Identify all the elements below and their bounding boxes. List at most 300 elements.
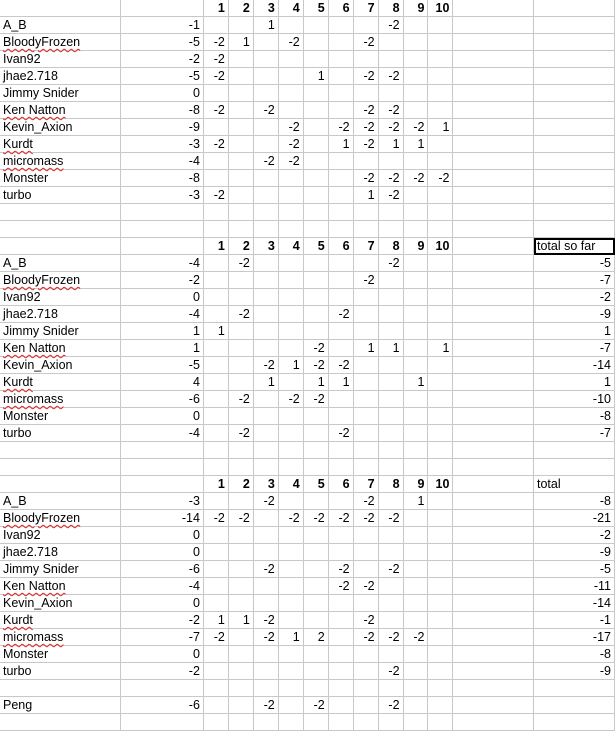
empty-cell[interactable] <box>453 221 534 238</box>
round-1-cell[interactable] <box>203 561 228 578</box>
empty-cell[interactable] <box>253 680 278 697</box>
round-6-cell[interactable] <box>328 493 353 510</box>
round-6-cell[interactable] <box>328 544 353 561</box>
round-1-cell[interactable] <box>203 578 228 595</box>
round-1-cell[interactable] <box>203 306 228 323</box>
round-score[interactable]: 0 <box>121 408 204 425</box>
round-3-cell[interactable] <box>253 85 278 102</box>
round-10-cell[interactable] <box>428 357 453 374</box>
round-4-cell[interactable] <box>278 289 303 306</box>
round-4-cell[interactable] <box>278 527 303 544</box>
round-score[interactable]: -1 <box>121 17 204 34</box>
round-6-cell[interactable] <box>328 629 353 646</box>
round-2-cell[interactable] <box>228 272 253 289</box>
round-5-cell[interactable]: 1 <box>303 68 328 85</box>
player-name[interactable]: turbo <box>0 663 121 680</box>
running-total[interactable] <box>534 34 615 51</box>
round-8-cell[interactable]: -2 <box>378 17 403 34</box>
round-header-6[interactable]: 6 <box>328 476 353 493</box>
round-9-cell[interactable] <box>403 255 428 272</box>
round-2-cell[interactable] <box>228 578 253 595</box>
round-3-cell[interactable] <box>253 289 278 306</box>
round-3-cell[interactable] <box>253 595 278 612</box>
empty-cell[interactable] <box>228 459 253 476</box>
round-4-cell[interactable] <box>278 612 303 629</box>
empty-cell[interactable] <box>453 340 534 357</box>
round-4-cell[interactable] <box>278 68 303 85</box>
empty-cell[interactable] <box>121 714 204 731</box>
round-3-cell[interactable] <box>253 34 278 51</box>
running-total[interactable] <box>534 68 615 85</box>
round-header-3[interactable]: 3 <box>253 0 278 17</box>
empty-cell[interactable] <box>453 646 534 663</box>
empty-cell[interactable] <box>0 459 121 476</box>
round-6-cell[interactable] <box>328 646 353 663</box>
running-total[interactable] <box>534 51 615 68</box>
round-header-7[interactable]: 7 <box>353 238 378 255</box>
empty-cell[interactable] <box>378 204 403 221</box>
round-3-cell[interactable] <box>253 119 278 136</box>
round-9-cell[interactable] <box>403 663 428 680</box>
round-7-cell[interactable] <box>353 306 378 323</box>
round-score[interactable]: -4 <box>121 578 204 595</box>
running-total[interactable]: -9 <box>534 663 615 680</box>
player-name[interactable]: Monster <box>0 408 121 425</box>
empty-cell[interactable] <box>453 68 534 85</box>
round-7-cell[interactable] <box>353 408 378 425</box>
round-header-2[interactable]: 2 <box>228 238 253 255</box>
round-1-cell[interactable] <box>203 391 228 408</box>
round-4-cell[interactable] <box>278 646 303 663</box>
round-8-cell[interactable] <box>378 595 403 612</box>
player-name[interactable]: Jimmy Snider <box>0 561 121 578</box>
running-total[interactable] <box>534 187 615 204</box>
round-10-cell[interactable] <box>428 391 453 408</box>
round-8-cell[interactable]: -2 <box>378 102 403 119</box>
round-10-cell[interactable] <box>428 663 453 680</box>
empty-cell[interactable] <box>453 442 534 459</box>
empty-cell[interactable] <box>453 578 534 595</box>
round-5-cell[interactable] <box>303 119 328 136</box>
round-score[interactable]: 4 <box>121 374 204 391</box>
round-1-cell[interactable] <box>203 527 228 544</box>
round-1-cell[interactable] <box>203 272 228 289</box>
round-5-cell[interactable] <box>303 561 328 578</box>
round-1-cell[interactable] <box>203 357 228 374</box>
round-4-cell[interactable] <box>278 85 303 102</box>
round-3-cell[interactable] <box>253 170 278 187</box>
empty-cell[interactable] <box>0 238 121 255</box>
round-10-cell[interactable] <box>428 561 453 578</box>
round-2-cell[interactable]: -2 <box>228 306 253 323</box>
round-header-9[interactable]: 9 <box>403 238 428 255</box>
empty-cell[interactable] <box>453 136 534 153</box>
round-4-cell[interactable] <box>278 663 303 680</box>
round-header-8[interactable]: 8 <box>378 476 403 493</box>
round-1-cell[interactable] <box>203 119 228 136</box>
round-3-cell[interactable]: -2 <box>253 697 278 714</box>
round-10-cell[interactable] <box>428 85 453 102</box>
round-score[interactable]: -2 <box>121 612 204 629</box>
round-header-10[interactable]: 10 <box>428 0 453 17</box>
round-score[interactable]: -2 <box>121 51 204 68</box>
round-8-cell[interactable]: -2 <box>378 629 403 646</box>
round-header-9[interactable]: 9 <box>403 0 428 17</box>
round-2-cell[interactable] <box>228 663 253 680</box>
round-10-cell[interactable] <box>428 646 453 663</box>
round-1-cell[interactable] <box>203 255 228 272</box>
empty-cell[interactable] <box>203 204 228 221</box>
round-8-cell[interactable]: 1 <box>378 340 403 357</box>
round-header-5[interactable]: 5 <box>303 0 328 17</box>
player-name[interactable] <box>0 153 121 170</box>
player-name[interactable]: Peng <box>0 697 121 714</box>
round-6-cell[interactable] <box>328 391 353 408</box>
round-score[interactable]: -2 <box>121 663 204 680</box>
round-5-cell[interactable] <box>303 136 328 153</box>
empty-cell[interactable] <box>253 714 278 731</box>
empty-cell[interactable] <box>303 221 328 238</box>
running-total[interactable]: -10 <box>534 391 615 408</box>
running-total[interactable]: -7 <box>534 425 615 442</box>
empty-cell[interactable] <box>203 680 228 697</box>
empty-cell[interactable] <box>203 442 228 459</box>
empty-cell[interactable] <box>453 323 534 340</box>
round-2-cell[interactable] <box>228 357 253 374</box>
player-name[interactable]: Kevin_Axion <box>0 119 121 136</box>
round-8-cell[interactable] <box>378 612 403 629</box>
round-3-cell[interactable] <box>253 391 278 408</box>
round-9-cell[interactable] <box>403 595 428 612</box>
round-score[interactable]: 0 <box>121 646 204 663</box>
total-header[interactable]: total so far <box>534 238 615 255</box>
round-score[interactable]: 0 <box>121 85 204 102</box>
round-6-cell[interactable]: -2 <box>328 306 353 323</box>
round-10-cell[interactable] <box>428 493 453 510</box>
round-2-cell[interactable] <box>228 595 253 612</box>
empty-cell[interactable] <box>453 306 534 323</box>
round-10-cell[interactable] <box>428 289 453 306</box>
player-name[interactable]: Ivan92 <box>0 527 121 544</box>
round-score[interactable]: -2 <box>121 272 204 289</box>
round-1-cell[interactable] <box>203 289 228 306</box>
round-6-cell[interactable] <box>328 51 353 68</box>
round-3-cell[interactable] <box>253 425 278 442</box>
round-7-cell[interactable]: -2 <box>353 578 378 595</box>
round-3-cell[interactable]: 1 <box>253 17 278 34</box>
round-10-cell[interactable] <box>428 51 453 68</box>
round-2-cell[interactable] <box>228 51 253 68</box>
round-9-cell[interactable] <box>403 323 428 340</box>
round-9-cell[interactable] <box>403 408 428 425</box>
round-score[interactable]: -6 <box>121 697 204 714</box>
round-8-cell[interactable] <box>378 272 403 289</box>
round-8-cell[interactable]: -2 <box>378 561 403 578</box>
empty-cell[interactable] <box>0 442 121 459</box>
round-9-cell[interactable] <box>403 17 428 34</box>
round-9-cell[interactable] <box>403 561 428 578</box>
empty-cell[interactable] <box>278 204 303 221</box>
round-score[interactable]: -5 <box>121 357 204 374</box>
round-8-cell[interactable]: -2 <box>378 170 403 187</box>
round-8-cell[interactable]: -2 <box>378 255 403 272</box>
round-9-cell[interactable] <box>403 357 428 374</box>
empty-cell[interactable] <box>453 187 534 204</box>
round-7-cell[interactable] <box>353 544 378 561</box>
round-7-cell[interactable] <box>353 85 378 102</box>
empty-cell[interactable] <box>453 561 534 578</box>
empty-cell[interactable] <box>121 0 204 17</box>
round-1-cell[interactable]: -2 <box>203 187 228 204</box>
round-7-cell[interactable]: -2 <box>353 629 378 646</box>
round-7-cell[interactable] <box>353 323 378 340</box>
player-name[interactable] <box>0 340 121 357</box>
round-7-cell[interactable]: -2 <box>353 493 378 510</box>
round-1-cell[interactable]: -2 <box>203 102 228 119</box>
round-1-cell[interactable]: -2 <box>203 629 228 646</box>
round-7-cell[interactable]: 1 <box>353 340 378 357</box>
round-4-cell[interactable] <box>278 323 303 340</box>
round-2-cell[interactable] <box>228 493 253 510</box>
empty-cell[interactable] <box>121 459 204 476</box>
round-1-cell[interactable] <box>203 85 228 102</box>
round-7-cell[interactable] <box>353 17 378 34</box>
round-4-cell[interactable] <box>278 170 303 187</box>
round-8-cell[interactable] <box>378 646 403 663</box>
round-8-cell[interactable] <box>378 374 403 391</box>
round-7-cell[interactable] <box>353 255 378 272</box>
empty-cell[interactable] <box>453 493 534 510</box>
round-2-cell[interactable] <box>228 561 253 578</box>
running-total[interactable]: -5 <box>534 561 615 578</box>
round-8-cell[interactable] <box>378 85 403 102</box>
round-8-cell[interactable] <box>378 357 403 374</box>
player-name[interactable] <box>0 102 121 119</box>
player-name[interactable]: jhae2.718 <box>0 68 121 85</box>
round-3-cell[interactable]: 1 <box>253 374 278 391</box>
round-4-cell[interactable] <box>278 272 303 289</box>
empty-cell[interactable] <box>353 221 378 238</box>
round-7-cell[interactable] <box>353 357 378 374</box>
round-4-cell[interactable]: -2 <box>278 136 303 153</box>
empty-cell[interactable] <box>203 714 228 731</box>
round-9-cell[interactable]: 1 <box>403 493 428 510</box>
empty-cell[interactable] <box>203 221 228 238</box>
empty-cell[interactable] <box>378 680 403 697</box>
round-8-cell[interactable] <box>378 391 403 408</box>
round-7-cell[interactable] <box>353 374 378 391</box>
empty-cell[interactable] <box>403 680 428 697</box>
round-7-cell[interactable] <box>353 391 378 408</box>
round-5-cell[interactable] <box>303 289 328 306</box>
player-name[interactable] <box>0 391 121 408</box>
round-6-cell[interactable] <box>328 527 353 544</box>
round-4-cell[interactable] <box>278 544 303 561</box>
empty-cell[interactable] <box>428 680 453 697</box>
round-header-1[interactable]: 1 <box>203 476 228 493</box>
round-8-cell[interactable] <box>378 306 403 323</box>
round-3-cell[interactable] <box>253 646 278 663</box>
round-10-cell[interactable] <box>428 323 453 340</box>
empty-cell[interactable] <box>278 680 303 697</box>
round-5-cell[interactable] <box>303 612 328 629</box>
empty-cell[interactable] <box>378 459 403 476</box>
running-total[interactable]: -2 <box>534 289 615 306</box>
round-3-cell[interactable] <box>253 187 278 204</box>
round-6-cell[interactable] <box>328 153 353 170</box>
round-6-cell[interactable] <box>328 272 353 289</box>
empty-cell[interactable] <box>403 204 428 221</box>
empty-cell[interactable] <box>453 459 534 476</box>
empty-cell[interactable] <box>121 221 204 238</box>
round-3-cell[interactable] <box>253 51 278 68</box>
round-9-cell[interactable] <box>403 527 428 544</box>
round-3-cell[interactable] <box>253 340 278 357</box>
round-header-6[interactable]: 6 <box>328 0 353 17</box>
empty-cell[interactable] <box>534 221 615 238</box>
empty-cell[interactable] <box>453 85 534 102</box>
round-header-3[interactable]: 3 <box>253 476 278 493</box>
round-2-cell[interactable] <box>228 85 253 102</box>
empty-cell[interactable] <box>403 221 428 238</box>
round-score[interactable]: -8 <box>121 102 204 119</box>
round-9-cell[interactable] <box>403 85 428 102</box>
round-9-cell[interactable] <box>403 544 428 561</box>
round-9-cell[interactable] <box>403 340 428 357</box>
round-score[interactable]: -6 <box>121 561 204 578</box>
round-8-cell[interactable] <box>378 544 403 561</box>
round-4-cell[interactable]: -2 <box>278 34 303 51</box>
round-2-cell[interactable]: -2 <box>228 425 253 442</box>
empty-cell[interactable] <box>453 476 534 493</box>
round-7-cell[interactable] <box>353 663 378 680</box>
round-4-cell[interactable] <box>278 561 303 578</box>
empty-cell[interactable] <box>228 221 253 238</box>
empty-cell[interactable] <box>453 510 534 527</box>
round-8-cell[interactable] <box>378 425 403 442</box>
player-name[interactable]: Ivan92 <box>0 289 121 306</box>
round-3-cell[interactable] <box>253 136 278 153</box>
round-score[interactable]: -5 <box>121 34 204 51</box>
round-10-cell[interactable] <box>428 272 453 289</box>
round-5-cell[interactable] <box>303 255 328 272</box>
round-6-cell[interactable] <box>328 595 353 612</box>
round-3-cell[interactable] <box>253 323 278 340</box>
round-10-cell[interactable]: 1 <box>428 119 453 136</box>
round-3-cell[interactable] <box>253 578 278 595</box>
round-6-cell[interactable] <box>328 289 353 306</box>
round-score[interactable]: 1 <box>121 323 204 340</box>
round-8-cell[interactable] <box>378 493 403 510</box>
round-8-cell[interactable] <box>378 51 403 68</box>
round-10-cell[interactable] <box>428 527 453 544</box>
player-name[interactable]: jhae2.718 <box>0 544 121 561</box>
round-8-cell[interactable]: -2 <box>378 663 403 680</box>
player-name[interactable]: A_B <box>0 17 121 34</box>
player-name[interactable]: Jimmy Snider <box>0 85 121 102</box>
round-10-cell[interactable]: 1 <box>428 340 453 357</box>
empty-cell[interactable] <box>534 680 615 697</box>
round-header-9[interactable]: 9 <box>403 476 428 493</box>
player-name[interactable]: Kevin_Axion <box>0 357 121 374</box>
round-6-cell[interactable] <box>328 68 353 85</box>
round-3-cell[interactable] <box>253 527 278 544</box>
empty-cell[interactable] <box>453 629 534 646</box>
round-1-cell[interactable] <box>203 170 228 187</box>
round-1-cell[interactable]: -2 <box>203 51 228 68</box>
round-5-cell[interactable]: -2 <box>303 340 328 357</box>
round-4-cell[interactable]: -2 <box>278 119 303 136</box>
empty-cell[interactable] <box>121 476 204 493</box>
running-total[interactable] <box>534 85 615 102</box>
empty-cell[interactable] <box>453 255 534 272</box>
round-6-cell[interactable] <box>328 85 353 102</box>
empty-cell[interactable] <box>278 221 303 238</box>
round-header-4[interactable]: 4 <box>278 238 303 255</box>
running-total[interactable] <box>534 697 615 714</box>
round-score[interactable]: -3 <box>121 493 204 510</box>
round-5-cell[interactable] <box>303 646 328 663</box>
round-header-7[interactable]: 7 <box>353 0 378 17</box>
round-7-cell[interactable]: -2 <box>353 119 378 136</box>
empty-cell[interactable] <box>0 204 121 221</box>
empty-cell[interactable] <box>228 680 253 697</box>
round-9-cell[interactable] <box>403 34 428 51</box>
round-4-cell[interactable] <box>278 17 303 34</box>
round-4-cell[interactable] <box>278 408 303 425</box>
empty-cell[interactable] <box>453 119 534 136</box>
round-3-cell[interactable]: -2 <box>253 102 278 119</box>
empty-cell[interactable] <box>278 714 303 731</box>
round-4-cell[interactable]: 1 <box>278 629 303 646</box>
running-total[interactable]: 1 <box>534 374 615 391</box>
round-8-cell[interactable]: -2 <box>378 119 403 136</box>
empty-cell[interactable] <box>328 204 353 221</box>
round-1-cell[interactable] <box>203 425 228 442</box>
round-score[interactable]: 1 <box>121 340 204 357</box>
round-5-cell[interactable] <box>303 663 328 680</box>
round-3-cell[interactable] <box>253 544 278 561</box>
round-1-cell[interactable]: -2 <box>203 136 228 153</box>
round-score[interactable]: -5 <box>121 68 204 85</box>
player-name[interactable]: turbo <box>0 425 121 442</box>
empty-cell[interactable] <box>253 221 278 238</box>
empty-cell[interactable] <box>453 680 534 697</box>
running-total[interactable]: -9 <box>534 306 615 323</box>
round-10-cell[interactable] <box>428 187 453 204</box>
empty-cell[interactable] <box>453 102 534 119</box>
round-2-cell[interactable] <box>228 374 253 391</box>
round-4-cell[interactable] <box>278 493 303 510</box>
running-total[interactable] <box>534 170 615 187</box>
empty-cell[interactable] <box>203 459 228 476</box>
running-total[interactable]: 1 <box>534 323 615 340</box>
empty-cell[interactable] <box>353 459 378 476</box>
round-10-cell[interactable] <box>428 153 453 170</box>
empty-cell[interactable] <box>328 714 353 731</box>
round-10-cell[interactable] <box>428 102 453 119</box>
player-name[interactable]: A_B <box>0 493 121 510</box>
round-5-cell[interactable]: -2 <box>303 357 328 374</box>
round-1-cell[interactable] <box>203 646 228 663</box>
round-6-cell[interactable]: -2 <box>328 119 353 136</box>
round-1-cell[interactable] <box>203 663 228 680</box>
round-5-cell[interactable] <box>303 153 328 170</box>
round-header-1[interactable]: 1 <box>203 0 228 17</box>
round-5-cell[interactable] <box>303 323 328 340</box>
round-6-cell[interactable]: -2 <box>328 425 353 442</box>
round-4-cell[interactable] <box>278 340 303 357</box>
